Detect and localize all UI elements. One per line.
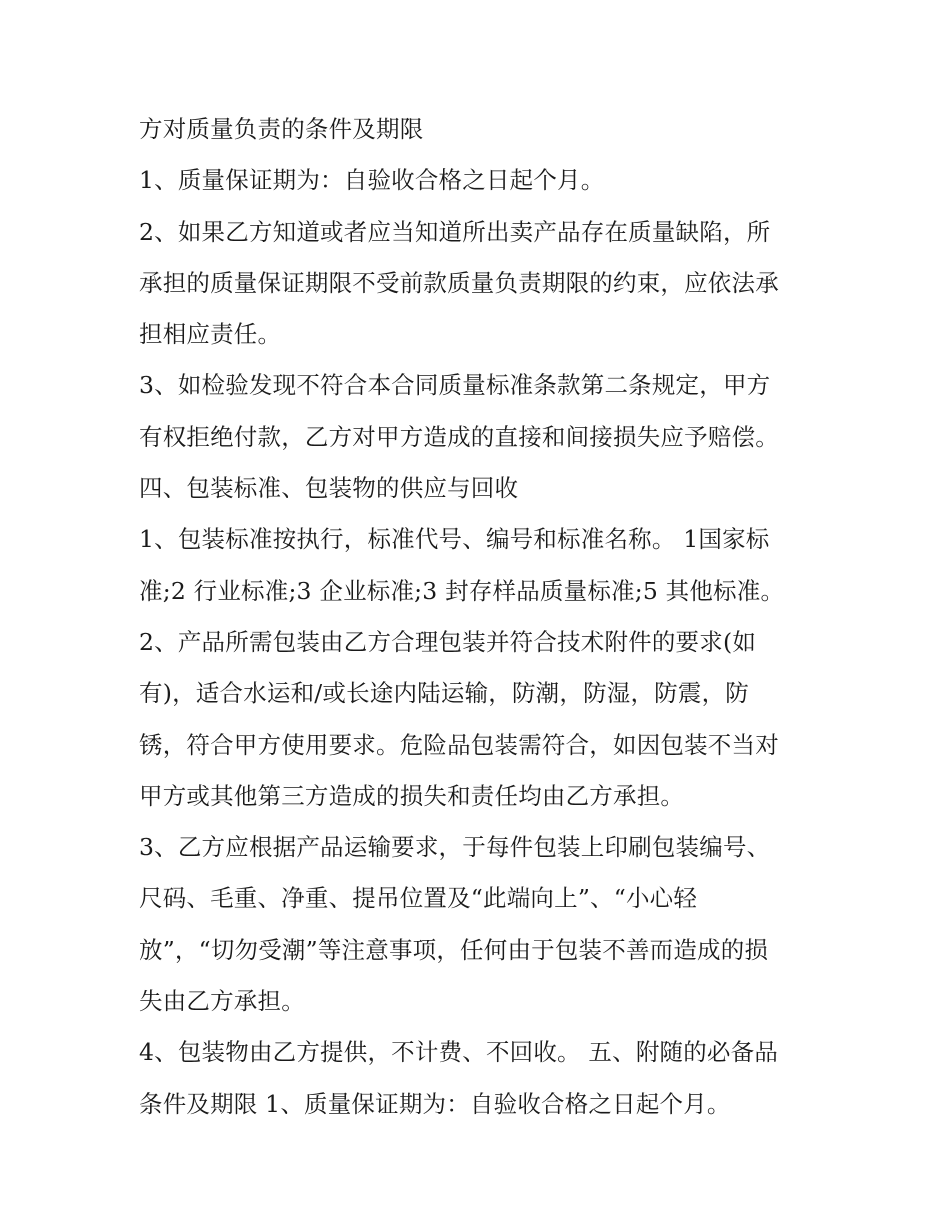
text-line: 尺码、毛重、净重、提吊位置及“此端向上”、“小心轻 [139,884,698,913]
text-line: 2、产品所需包装由乙方合理包装并符合技术附件的要求(如 [139,627,757,656]
text-line: 方对质量负责的条件及期限 [139,115,424,143]
text-line: 2、如果乙方知道或者应当知道所出卖产品存在质量缺陷，所 [139,217,771,246]
text-line: 3、如检验发现不符合本合同质量标准条款第二条规定，甲方 [139,371,771,400]
document-body [139,104,819,1130]
text-line: 放”，“切勿受潮”等注意事项，任何由于包装不善而造成的损 [139,935,769,964]
text-line: 锈，符合甲方使用要求。危险品包装需符合，如因包装不当对 [139,730,779,759]
text-line: 失由乙方承担。 [139,987,305,1016]
text-line: 承担的质量保证期限不受前款质量负责期限的约束，应依法承 [139,268,779,297]
section-heading: 四、包装标准、包装物的供应与回收 [139,474,519,503]
text-line: 有权拒绝付款，乙方对甲方造成的直接和间接损失应予赔偿。 [139,422,779,451]
text-line: 担相应责任。 [139,320,282,349]
text-line: 1、质量保证期为：自验收合格之日起个月。 [139,166,605,195]
text-line: 甲方或其他第三方造成的损失和责任均由乙方承担。 [139,781,685,810]
text-line: 1、包装标准按执行，标准代号、编号和标准名称。 1国家标 [139,525,770,554]
text-line: 3、乙方应根据产品运输要求，于每件包装上印刷包装编号、 [139,833,771,862]
text-line: 4、包装物由乙方提供，不计费、不回收。 五、附随的必备品 [139,1038,779,1067]
text-line: 有)，适合水运和/或长途内陆运输，防潮，防湿，防震，防 [139,679,749,708]
text-line: 准;2 行业标准;3 企业标准;3 封存样品质量标准;5 其他标准。 [139,576,785,605]
text-line: 条件及期限 1、质量保证期为：自验收合格之日起个月。 [139,1089,731,1118]
